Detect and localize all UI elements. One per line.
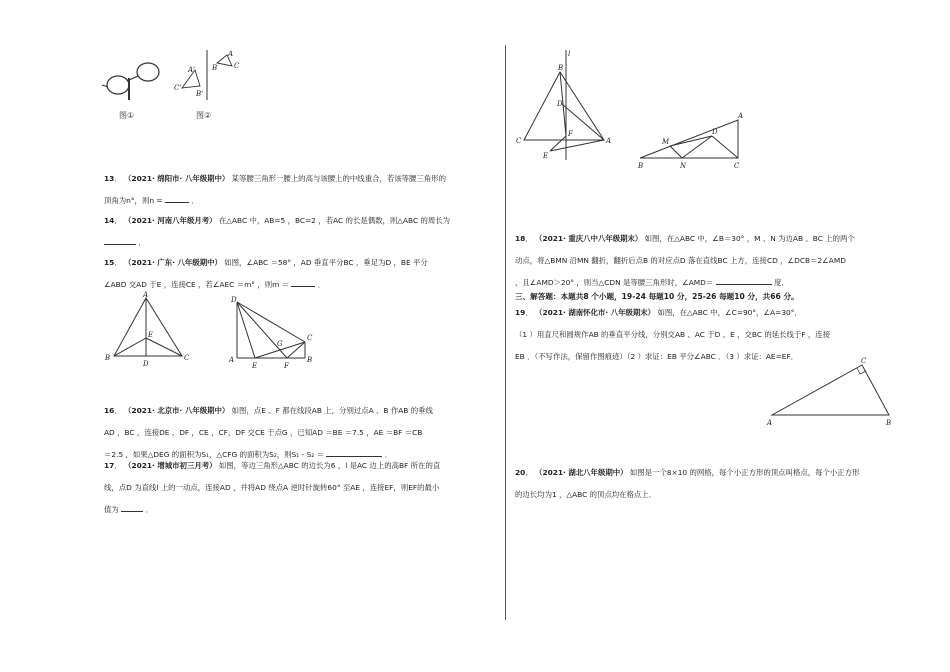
question-text: 线，点D 为直线l 上的一动点，连接AD ，并将AD 绕点A 逆时针旋转60° 至AE ，连接EF，则EF的最小 bbox=[104, 483, 440, 492]
question-number: 20 bbox=[515, 468, 526, 477]
question-number: 17 bbox=[104, 461, 115, 470]
figure-glasses bbox=[100, 55, 170, 105]
label-g: G bbox=[277, 340, 283, 348]
figure-q19 bbox=[762, 355, 897, 430]
label-f: F bbox=[568, 130, 573, 138]
column-divider bbox=[505, 45, 506, 620]
label-c: C bbox=[307, 334, 313, 342]
question-18: 18． （2021· 重庆八中八年级期末） 如图，在△ABC 中，∠B＝30° ，M 、N 为边AB 、BC 上的两个 动点，将△BMN 沿MN 翻折，翻折后点B 的对应点D 落在直线BC 上方，连接CD ，∠DCB＝2∠AMD ，且∠AMD＞20° ，则当△CDN 是等腰三角形时，∠AMD＝ 度． bbox=[515, 234, 855, 287]
label-b: B bbox=[212, 64, 218, 72]
question-source: （2021· 增城市初三月考） bbox=[124, 461, 217, 470]
question-number: 15 bbox=[104, 258, 115, 267]
question-text: 如图，在△ABC 中，∠B＝30° ，M 、N 为边AB 、BC 上的两个 bbox=[644, 234, 855, 243]
label-a: A bbox=[767, 419, 773, 427]
question-source: （2021· 绵阳市· 八年级期中） bbox=[124, 174, 230, 183]
label-e: E bbox=[148, 331, 154, 339]
question-text: ． bbox=[384, 450, 393, 459]
question-19: 19． （2021· 湖南怀化市· 八年级期末） 如图，在△ABC 中，∠C=90°，∠A=30°． （1 ）用直尺和圆规作AB 的垂直平分线，分别交AB 、AC 于D 、E ，交BC 的延长线于F ，连接 EB ．（不写作法，保留作图痕迹）（2 ）求证：EB 平分∠ABC ．（3 ）求证：AE=EF． bbox=[515, 302, 830, 368]
label-c: C bbox=[516, 137, 522, 145]
answer-blank[interactable] bbox=[121, 503, 143, 512]
label-a: A bbox=[738, 112, 744, 120]
question-source: （2021· 北京市· 八年级期中） bbox=[124, 406, 230, 415]
question-text: ＝2.5 ，如果△DEG 的面积为S₁，△CFG 的面积为S₂，则S₁ - S₂ ＝ bbox=[104, 450, 324, 459]
question-text: 某等腰三角形一腰上的高与该腰上的中线重合，若该等腰三角形的 bbox=[231, 174, 446, 183]
figure-caption-1: 图① bbox=[119, 111, 135, 120]
label-d: D bbox=[143, 360, 149, 368]
label-n: N bbox=[680, 162, 687, 170]
question-13: 13． （2021· 绵阳市· 八年级期中） 某等腰三角形一腰上的高与该腰上的中线重合，若该等腰三角形的 顶角为n°，则n = ． bbox=[104, 174, 446, 205]
figure-caption-2: 图② bbox=[196, 111, 212, 120]
question-text: 动点，将△BMN 沿MN 翻折，翻折后点B 的对应点D 落在直线BC 上方，连接CD ，∠DCB＝2∠AMD bbox=[515, 256, 846, 265]
question-text: ． bbox=[317, 280, 326, 289]
question-text: ． bbox=[138, 238, 146, 247]
label-c: C bbox=[734, 162, 740, 170]
question-number: 16 bbox=[104, 406, 115, 415]
label-d: D bbox=[231, 296, 237, 304]
question-text: 如图，在△ABC 中，∠C=90°，∠A=30°． bbox=[657, 308, 802, 317]
label-a: A bbox=[229, 356, 235, 364]
question-text: 如图是一个8×10 的网格，每个小正方形的顶点叫格点，每个小正方形 bbox=[629, 468, 860, 477]
label-d: D bbox=[712, 128, 718, 136]
question-source: （2021· 广东· 八年级期中） bbox=[124, 258, 222, 267]
question-source: （2021· 重庆八中八年级期末） bbox=[535, 234, 643, 243]
question-17: 17． （2021· 增城市初三月考） 如图，等边三角形△ABC 的边长为6 ，l 是AC 边上的高BF 所在的直 线，点D 为直线l 上的一动点，连接AD ，并将AD 绕点A 逆时针旋转60° 至AE ，连接EF，则EF的最小 值为 ． bbox=[104, 461, 441, 514]
label-a: A bbox=[143, 291, 149, 299]
label-a: A bbox=[606, 137, 612, 145]
figure-right-top-2 bbox=[630, 108, 755, 170]
label-e: E bbox=[252, 362, 258, 370]
section-header: 三、解答题：本题共8 个小题，19-24 每题10 分，25-26 每题10 分，共66 分。 bbox=[515, 292, 799, 301]
question-text: 顶角为n°，则n = bbox=[104, 196, 163, 205]
question-text: ，且∠AMD＞20° ，则当△CDN 是等腰三角形时，∠AMD＝ bbox=[515, 278, 714, 287]
question-source: （2021· 河南八年级月考） bbox=[124, 216, 217, 225]
label-e: E bbox=[543, 152, 549, 160]
question-number: 13 bbox=[104, 174, 115, 183]
question-16: 16． （2021· 北京市· 八年级期中） 如图，点E 、F 都在线段AB 上，分别过点A 、B 作AB 的垂线 AD ，BC ，连接DE ，DF ，CE ，CF，DF 交CE 于点G ，已知AD ＝BE ＝7.5 ，AE ＝BF ＝CB ＝2.5 ，如果△DEG 的面积为S₁，△CFG 的面积为S₂，则S₁ - S₂ ＝ ． bbox=[104, 406, 433, 459]
figure-q15-2 bbox=[225, 292, 320, 372]
question-text: 在△ABC 中，AB=5 ，BC=2 ，若AC 的长是偶数，则△ABC 的周长为 bbox=[218, 216, 451, 225]
question-text: ． bbox=[145, 505, 153, 514]
question-text: 如图，等边三角形△ABC 的边长为6 ，l 是AC 边上的高BF 所在的直 bbox=[218, 461, 441, 470]
label-c: C bbox=[861, 357, 867, 365]
question-text: 如图，点E 、F 都在线段AB 上，分别过点A 、B 作AB 的垂线 bbox=[231, 406, 433, 415]
question-text: ． bbox=[191, 196, 199, 205]
question-text: 值为 bbox=[104, 505, 119, 514]
question-number: 19 bbox=[515, 308, 526, 317]
question-text: 度． bbox=[773, 278, 789, 287]
label-m: M bbox=[662, 138, 670, 146]
figure-q15-1 bbox=[100, 290, 195, 370]
label-c: C bbox=[234, 62, 240, 70]
label-b: B bbox=[105, 354, 111, 362]
label-c: C bbox=[184, 354, 190, 362]
question-text: （1 ）用直尺和圆规作AB 的垂直平分线，分别交AB 、AC 于D 、E ，交BC 的延长线于F ，连接 bbox=[515, 330, 831, 339]
label-c-prime: C' bbox=[174, 84, 182, 92]
question-20: 20． （2021· 湖北八年级期中） 如图是一个8×10 的网格，每个小正方形的顶点叫格点，每个小正方形 的边长均为1 ，△ABC 的顶点均在格点上． bbox=[515, 462, 859, 506]
label-b-prime: B' bbox=[196, 90, 204, 98]
label-b: B bbox=[886, 419, 892, 427]
question-source: （2021· 湖北八年级期中） bbox=[535, 468, 628, 477]
question-text: 如图，∠ABC ＝58° ，AD 垂直平分BC ，垂足为D ，BE 平分 bbox=[224, 258, 428, 267]
label-b: B bbox=[558, 64, 564, 72]
label-l: l bbox=[568, 50, 571, 58]
label-b: B bbox=[638, 162, 644, 170]
answer-blank[interactable] bbox=[716, 276, 772, 285]
label-f: F bbox=[284, 362, 289, 370]
figure-reflection bbox=[170, 48, 245, 103]
answer-blank[interactable] bbox=[165, 194, 189, 203]
question-text: 的边长均为1 ，△ABC 的顶点均在格点上． bbox=[515, 490, 657, 499]
label-a: A bbox=[228, 50, 234, 58]
label-a-prime: A' bbox=[188, 66, 195, 74]
question-number: 18 bbox=[515, 234, 526, 243]
question-text: ∠ABD 交AD 于E ，连接CE ，若∠AEC ＝m° ，则m ＝ bbox=[104, 280, 290, 289]
answer-blank[interactable] bbox=[291, 278, 315, 287]
answer-blank[interactable] bbox=[104, 236, 136, 245]
question-number: 14 bbox=[104, 216, 115, 225]
question-source: （2021· 湖南怀化市· 八年级期末） bbox=[535, 308, 656, 317]
question-text: EB ．（不写作法，保留作图痕迹）（2 ）求证：EB 平分∠ABC ．（3 ）求证：AE=EF． bbox=[515, 352, 799, 361]
question-text: AD ，BC ，连接DE ，DF ，CE ，CF，DF 交CE 于点G ，已知AD ＝BE ＝7.5 ，AE ＝BF ＝CB bbox=[104, 428, 423, 437]
question-15: 15． （2021· 广东· 八年级期中） 如图，∠ABC ＝58° ，AD 垂直平分BC ，垂足为D ，BE 平分 ∠ABD 交AD 于E ，连接CE ，若∠AEC ＝m° ，则m ＝ ． bbox=[104, 258, 428, 289]
label-b: B bbox=[307, 356, 313, 364]
figure-right-top-1 bbox=[512, 48, 622, 163]
label-d: D bbox=[557, 100, 563, 108]
question-14: 14． （2021· 河南八年级月考） 在△ABC 中，AB=5 ，BC=2 ，若AC 的长是偶数，则△ABC 的周长为 ． bbox=[104, 216, 451, 247]
